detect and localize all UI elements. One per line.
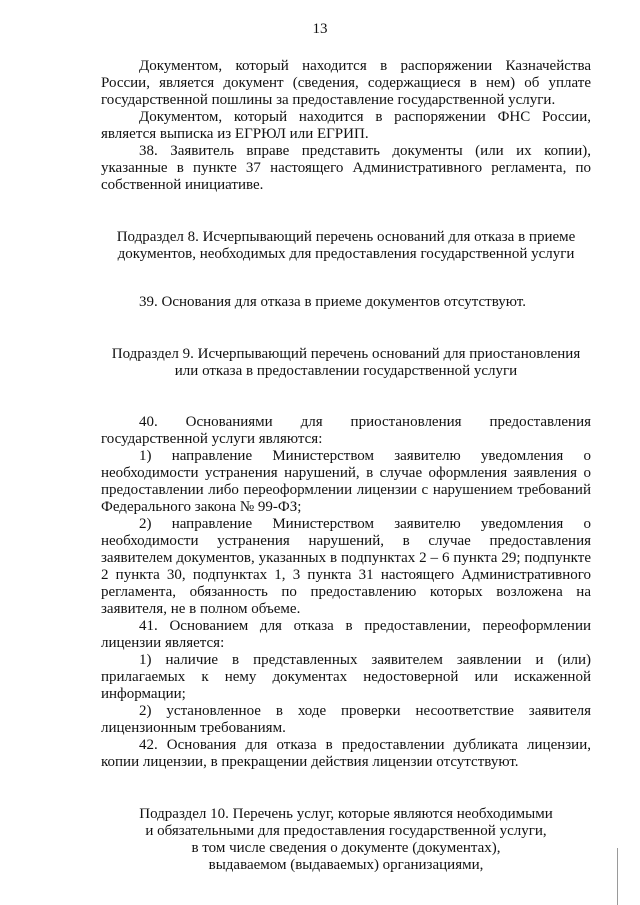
paragraph-42: 42. Основания для отказа в предоставлении дубликата лицензии, копии лицензии, в прекращении действия лицензии отсутствуют. bbox=[101, 737, 591, 770]
paragraph-40-item-2: 2) направление Министерством заявителю уведомления о необходимости устранения нарушений, в случае предоставления заявителем документов, указанных в подпунктах 2 – 6 пункта 29; подпункте 2 пункта 30, подпунктах 1, 3 пункта 31 настоящего Административного регламента, обязанность по предоставлению которых возложена на заявителя, не в полном объеме. bbox=[101, 516, 591, 617]
paragraph-41-item-2: 2) установленное в ходе проверки несоответствие заявителя лицензионным требованиям. bbox=[101, 703, 591, 736]
subsection-10-heading-line: в том числе сведения о документе (документах), bbox=[191, 840, 501, 856]
paragraph-fns-document: Документом, который находится в распоряжении ФНС России, является выписка из ЕГРЮЛ или ЕГРИП. bbox=[101, 109, 591, 142]
paragraph-38: 38. Заявитель вправе представить документы (или их копии), указанные в пункте 37 настоящего Административного регламента, по собственной инициативе. bbox=[101, 143, 591, 193]
page-number: 13 bbox=[312, 21, 328, 37]
paragraph-40-item-1: 1) направление Министерством заявителю уведомления о необходимости устранения нарушений, в случае оформления заявления о предоставлении либо переоформлении лицензии с нарушением требований Федерального закона № 99-ФЗ; bbox=[101, 448, 591, 515]
paragraph-40: 40. Основаниями для приостановления предоставления государственной услуги являются: bbox=[101, 414, 591, 447]
paragraph-treasury-document: Документом, который находится в распоряжении Казначейства России, является документ (сведения, содержащиеся в нем) об уплате государственной пошлины за предоставление государственной услуги. bbox=[101, 58, 591, 108]
subsection-10-heading bbox=[101, 806, 591, 874]
paragraph-41-item-1: 1) наличие в представленных заявителем заявлении и (или) прилагаемых к нему документах недостоверной или искаженной информации; bbox=[101, 652, 591, 702]
scan-edge-line bbox=[617, 848, 618, 905]
subsection-10-heading-line: выдаваемом (выдаваемых) организациями, bbox=[208, 857, 484, 873]
subsection-8-heading: Подраздел 8. Исчерпывающий перечень оснований для отказа в приеме документов, необходимых для предоставления государственной услуги bbox=[116, 229, 576, 262]
subsection-9-heading: Подраздел 9. Исчерпывающий перечень оснований для приостановления или отказа в предоставлении государственной услуги bbox=[111, 346, 581, 379]
paragraph-39: 39. Основания для отказа в приеме документов отсутствуют. bbox=[139, 294, 526, 310]
subsection-10-heading-line: Подраздел 10. Перечень услуг, которые являются необходимыми bbox=[139, 806, 553, 822]
paragraph-41: 41. Основанием для отказа в предоставлении, переоформлении лицензии является: bbox=[101, 618, 591, 651]
page-content bbox=[101, 58, 591, 874]
subsection-10-heading-line: и обязательными для предоставления государственной услуги, bbox=[145, 823, 547, 839]
